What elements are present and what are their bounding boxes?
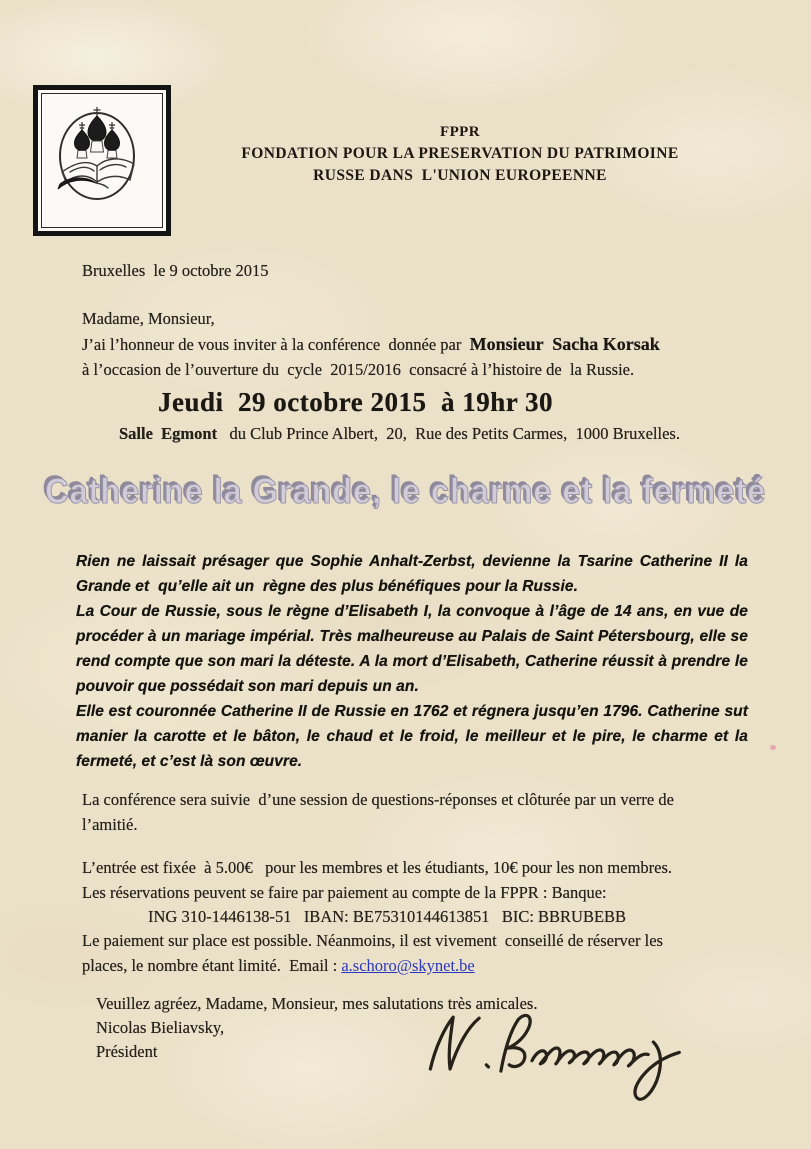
invitation-prefix: J’ai l’honneur de vous inviter à la conférence donnée par [82, 335, 470, 354]
bio-line: manier la carotte et le bâton, le chaud et le froid, le meilleur et le pire, le charme et la [76, 728, 748, 745]
bio-line: Grande et qu’elle ait un règne des plus bénéfiques pour la Russie. [76, 578, 579, 595]
invitation-line [82, 334, 660, 355]
invitation-line2: à l’occasion de l’ouverture du cycle 2015/2016 consacré à l’histoire de la Russie. [82, 360, 635, 379]
salutation: Madame, Monsieur, [82, 309, 215, 328]
org-abbr: FPPR [440, 124, 480, 140]
speaker-name: Monsieur Sacha Korsak [469, 334, 660, 354]
closing-line: Veuillez agréez, Madame, Monsieur, mes salutations très amicales. [96, 994, 538, 1013]
payment-line2 [82, 956, 475, 976]
domes-and-book-logo-icon [42, 94, 152, 217]
venue-room: Salle Egmont [119, 424, 218, 443]
bio-line: procéder à un mariage impérial. Très malheureuse au Palais de Saint Pétersbourg, elle se [76, 628, 748, 645]
bio-line: pouvoir que possédait son mari depuis un an. [76, 678, 419, 695]
payment-line2-prefix: places, le nombre étant limité. Email : [82, 956, 342, 975]
bio-line: Rien ne laissait présager que Sophie Anhalt-Zerbst, devienne la Tsarine Catherine II la [76, 553, 748, 570]
signature-icon [420, 1000, 700, 1110]
org-header [180, 122, 740, 186]
talk-title: Catherine la Grande, le charme et la fermeté [44, 472, 767, 511]
conference-note-line1: La conférence sera suivie d’une session de questions-réponses et clôturée par un verre de [82, 790, 674, 809]
scan-speck [770, 745, 776, 750]
bio-line: rend compte que son mari la déteste. A la mort d’Elisabeth, Catherine réussit à prendre le [76, 653, 748, 670]
bank-details: ING 310-1446138-51 IBAN: BE75310144613851 BIC: BBRUBEBB [148, 907, 627, 926]
signer-name: Nicolas Bieliavsky, [96, 1018, 225, 1037]
payment-line1: Le paiement sur place est possible. Néanmoins, il est vivement conseillé de réserver les [82, 931, 663, 950]
bio-line: La Cour de Russie, sous le règne d’Elisabeth I, la convoque à l’âge de 14 ans, en vue de [76, 603, 748, 620]
dateline: Bruxelles le 9 octobre 2015 [82, 261, 269, 280]
org-name-line2: RUSSE DANS L'UNION EUROPEENNE [313, 166, 607, 184]
bio-line: Elle est couronnée Catherine II de Russie en 1762 et régnera jusqu’en 1796. Catherine sut [76, 703, 748, 720]
org-name-line1: FONDATION POUR LA PRESERVATION DU PATRIMOINE [241, 145, 679, 162]
signer-title: Président [96, 1042, 158, 1061]
fppr-logo [33, 85, 171, 236]
venue-line [119, 424, 680, 444]
event-datetime: Jeudi 29 octobre 2015 à 19hr 30 [158, 387, 554, 417]
pricing-line: L’entrée est fixée à 5.00€ pour les membres et les étudiants, 10€ pour les non membres. [82, 858, 673, 877]
conference-note-line2: l’amitié. [82, 815, 138, 834]
biography-block [76, 551, 748, 776]
venue-address: du Club Prince Albert, 20, Rue des Petits Carmes, 1000 Bruxelles. [217, 424, 680, 443]
email-link[interactable]: a.schoro@skynet.be [341, 956, 475, 975]
bio-line: fermeté, et c’est là son œuvre. [76, 753, 303, 770]
reservation-line: Les réservations peuvent se faire par paiement au compte de la FPPR : Banque: [82, 883, 607, 902]
